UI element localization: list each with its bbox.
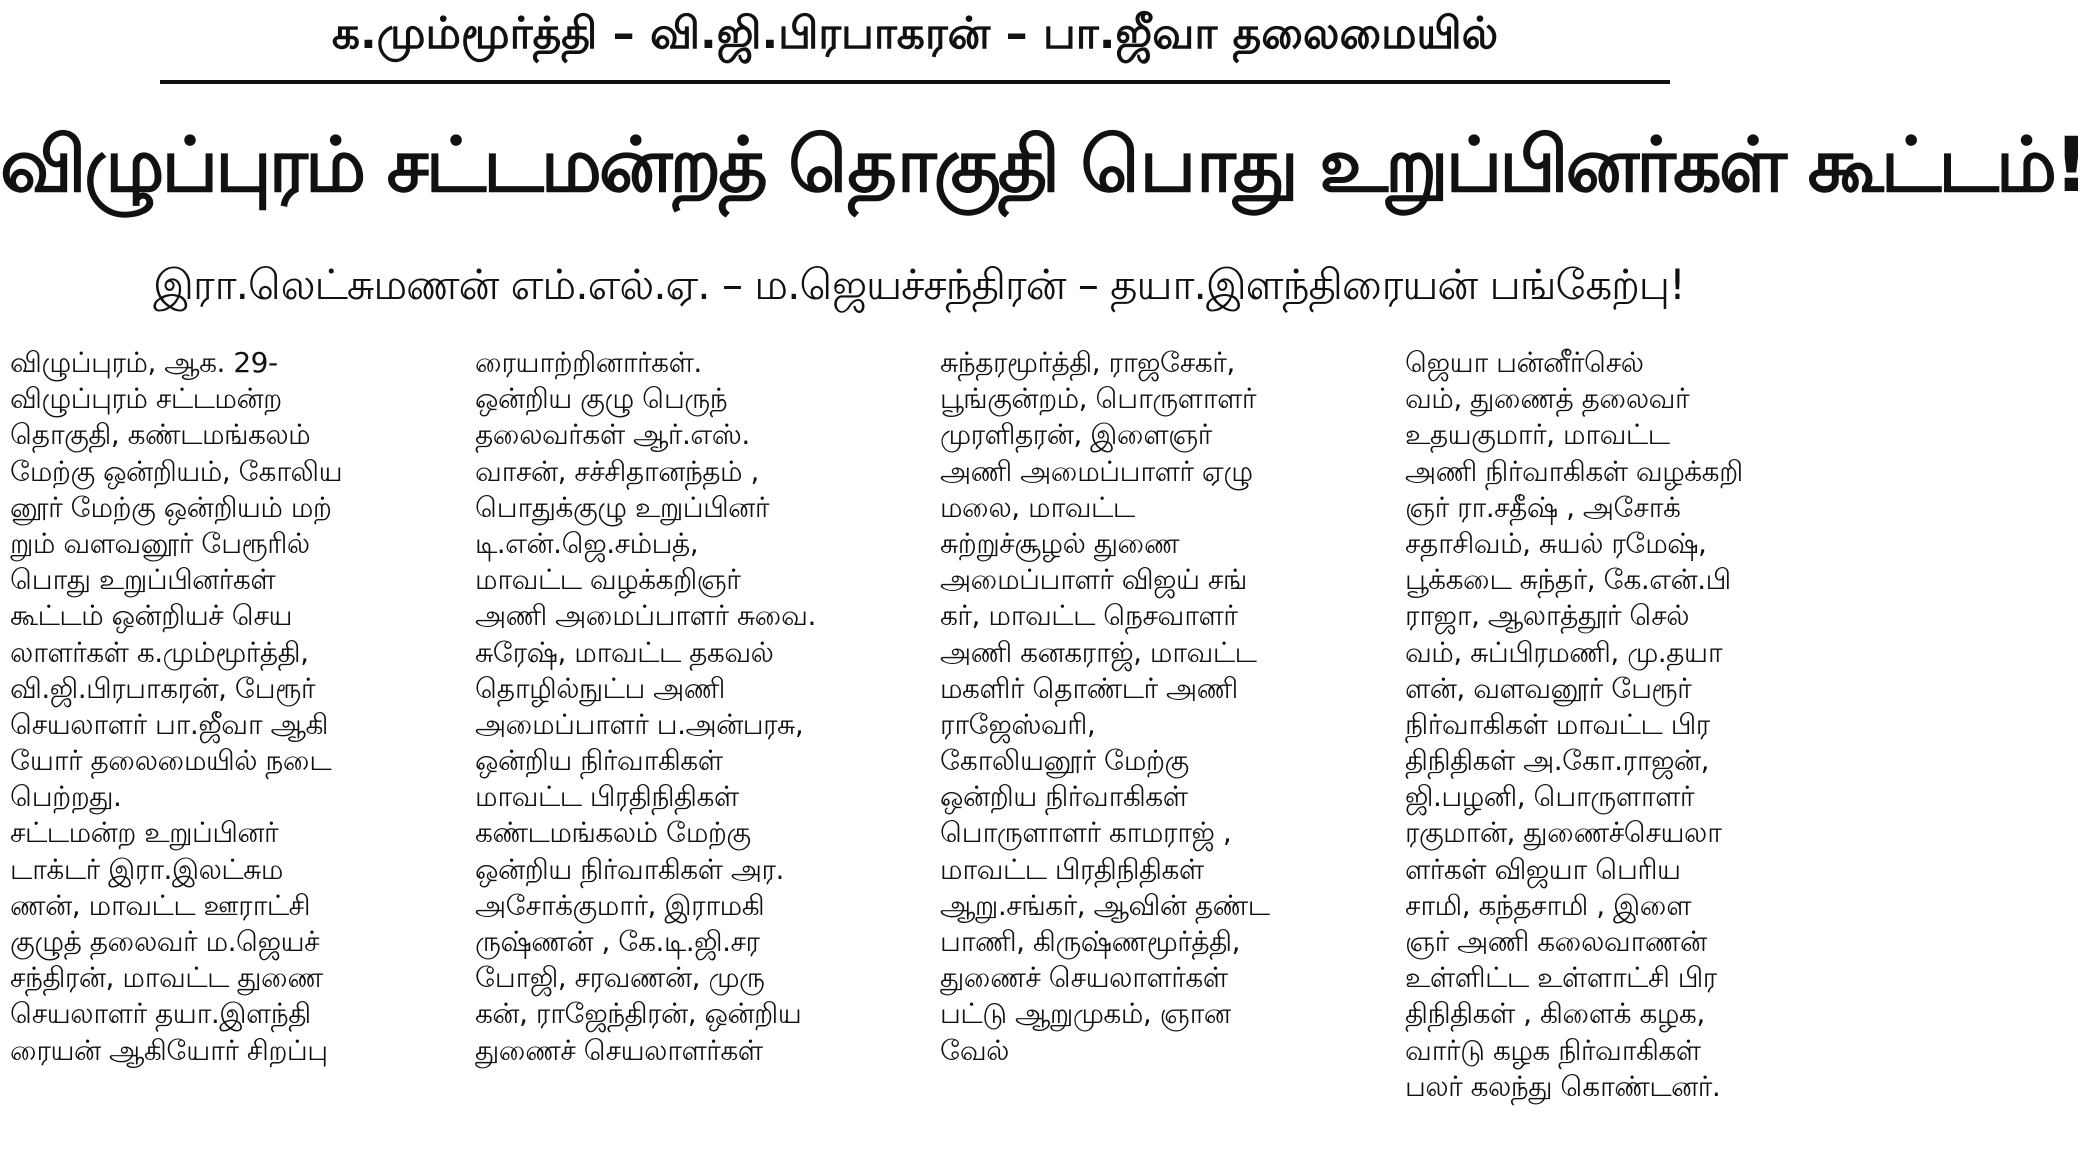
article-text-line: கண்டமங்கலம் மேற்கு bbox=[475, 816, 751, 850]
article-text-line: ளன், வளவனூர் பேரூர் bbox=[1405, 671, 1692, 705]
article-text-line: வம், துணைத் தலைவர் bbox=[1405, 382, 1690, 416]
article-text-line: யோர் தலைமையில் நடை bbox=[10, 744, 332, 778]
article-text-line: மேற்கு ஒன்றியம், கோலிய bbox=[10, 454, 343, 488]
article-text-line: முரளிதரன், இளைஞர் bbox=[940, 418, 1212, 452]
article-text-line: பலர் கலந்து கொண்டனர். bbox=[1405, 1069, 1721, 1103]
article-text-line: கன், ராஜேந்திரன், ஒன்றிய bbox=[475, 997, 802, 1031]
article-text-line: வாசன், சச்சிதானந்தம் , bbox=[475, 454, 759, 488]
article-text-line: ஆறு.சங்கர், ஆவின் தண்ட bbox=[940, 888, 1270, 922]
article-text-line: அணி அமைப்பாளர் சுவை. bbox=[475, 599, 816, 633]
article-text-line: சந்திரன், மாவட்ட துணை bbox=[10, 961, 323, 995]
article-text-line: சாமி, கந்தசாமி , இளை bbox=[1405, 888, 1692, 922]
article-text-line: நிர்வாகிகள் மாவட்ட பிர bbox=[1405, 707, 1710, 741]
article-text-line: வேல் bbox=[940, 1033, 1009, 1067]
article-text-line: துணைச் செயலாளர்கள் bbox=[475, 1033, 763, 1067]
article-text-line: சட்டமன்ற உறுப்பினர் bbox=[10, 816, 279, 850]
article-text-line: னூர் மேற்கு ஒன்றியம் மற் bbox=[10, 490, 332, 524]
article-text-line: சதாசிவம், சுயல் ரமேஷ், bbox=[1405, 526, 1707, 560]
article-text-line: அணி கனகராஜ், மாவட்ட bbox=[940, 635, 1257, 669]
article-text-line: திநிதிகள் அ.கோ.ராஜன், bbox=[1405, 744, 1709, 778]
article-text-line: ராஜேஸ்வரி, bbox=[940, 707, 1096, 741]
article-text-line: அணி நிர்வாகிகள் வழக்கறி bbox=[1405, 454, 1743, 488]
article-text-line: ஞர் ரா.சதீஷ் , அசோக் bbox=[1405, 490, 1681, 524]
article-text-line: பூங்குன்றம், பொருளாளர் bbox=[940, 382, 1256, 416]
article-text-line: சுந்தரமூர்த்தி, ராஜசேகர், bbox=[940, 346, 1235, 379]
article-text-line: விழுப்புரம் சட்டமன்ற bbox=[10, 382, 282, 416]
article-text-line: தலைவர்கள் ஆர்.எஸ். bbox=[475, 418, 750, 452]
article-text-line: சுரேஷ், மாவட்ட தகவல் bbox=[475, 635, 774, 669]
article-text-line: ரகுமான், துணைச்செயலா bbox=[1405, 816, 1722, 850]
article-text-line: அணி அமைப்பாளர் ஏழு bbox=[940, 454, 1253, 488]
article-text-line: உதயகுமார், மாவட்ட bbox=[1405, 418, 1670, 452]
article-text-line: பாணி, கிருஷ்ணமூர்த்தி, bbox=[940, 925, 1240, 958]
article-text-line: றும் வளவனூர் பேரூரில் bbox=[10, 526, 310, 560]
article-text-line: வம், சுப்பிரமணி, மு.தயா bbox=[1405, 635, 1723, 669]
article-text-line: ரையன் ஆகியோர் சிறப்பு bbox=[10, 1033, 328, 1067]
article-text-line: ஒன்றிய நிர்வாகிகள் bbox=[475, 744, 723, 778]
column-4 bbox=[1405, 345, 1845, 1145]
article-text-line: வி.ஜி.பிரபாகரன், பேரூர் bbox=[10, 671, 316, 705]
article-text-line: போஜி, சரவணன், முரு bbox=[475, 961, 765, 995]
subheadline: இரா.லெட்சுமணன் எம்.எல்.ஏ. – ம.ஜெயச்சந்திரன் – தயா.இளந்திரையன் பங்கேற்பு! bbox=[153, 260, 1685, 309]
article-text-line: ஞர் அணி கலைவாணன் bbox=[1405, 925, 1707, 958]
article-text-line: ஜி.பழனி, பொருளாளர் bbox=[1405, 780, 1695, 814]
kicker-underline bbox=[160, 80, 1670, 84]
article-text-line: அசோக்குமார், இராமகி bbox=[475, 888, 765, 922]
article-columns bbox=[10, 345, 1830, 1145]
article-text-line: செயலாளர் பா.ஜீவா ஆகி bbox=[10, 707, 328, 741]
article-text-line: அமைப்பாளர் ப.அன்பரசு, bbox=[475, 707, 804, 741]
article-text-line: டி.என்.ஜெ.சம்பத், bbox=[475, 526, 699, 560]
article-text-line: லாளர்கள் க.மும்மூர்த்தி, bbox=[10, 635, 309, 669]
article-text-line: கோலியனூர் மேற்கு bbox=[940, 744, 1189, 778]
article-text-line: ஜெயா பன்னீர்செல் bbox=[1405, 346, 1644, 379]
article-text-line: ராஜா, ஆலாத்தூர் செல் bbox=[1405, 599, 1689, 633]
article-text-line: மாவட்ட பிரதிநிதிகள் bbox=[475, 780, 739, 814]
article-text-line: மகளிர் தொண்டர் அணி bbox=[940, 671, 1238, 705]
article-text-line: பொருளாளர் காமராஜ் , bbox=[940, 816, 1232, 850]
article-text-line: கர், மாவட்ட நெசவாளர் bbox=[940, 599, 1238, 633]
article-text-line: பூக்கடை சுந்தர், கே.என்.பி bbox=[1405, 563, 1731, 597]
article-text-line: ஒன்றிய குழு பெருந் bbox=[475, 382, 728, 416]
article-text-line: ரையாற்றினார்கள். bbox=[475, 346, 702, 379]
article-text-line: ஒன்றிய நிர்வாகிகள் அர. bbox=[475, 852, 784, 886]
article-text-line: திநிதிகள் , கிளைக் கழக, bbox=[1405, 997, 1705, 1031]
article-text-line: மாவட்ட பிரதிநிதிகள் bbox=[940, 852, 1204, 886]
article-text-line: வார்டு கழக நிர்வாகிகள் bbox=[1405, 1033, 1701, 1067]
article-text-line: தொழில்நுட்ப அணி bbox=[475, 671, 725, 705]
article-text-line: பொதுக்குழு உறுப்பினர் bbox=[475, 490, 769, 524]
kicker-line: க.மும்மூர்த்தி – வி.ஜி.பிரபாகரன் – பா.ஜீவா தலைமையில் bbox=[331, 8, 1499, 59]
article-text-line: சுற்றுச்சூழல் துணை bbox=[940, 526, 1180, 560]
article-text-line: கூட்டம் ஒன்றியச் செய bbox=[10, 599, 293, 633]
article-text-line: மாவட்ட வழக்கறிஞர் bbox=[475, 563, 741, 597]
article-text-line: தொகுதி, கண்டமங்கலம் bbox=[10, 418, 311, 452]
article-text-line: ணன், மாவட்ட ஊராட்சி bbox=[10, 888, 311, 922]
article-text-line: பொது உறுப்பினர்கள் bbox=[10, 563, 276, 597]
headline: விழுப்புரம் சட்டமன்றத் தொகுதி பொது உறுப்பினர்கள் கூட்டம்! bbox=[0, 120, 2086, 209]
column-3 bbox=[940, 345, 1380, 1145]
article-text-line: துணைச் செயலாளர்கள் bbox=[940, 961, 1228, 995]
column-2 bbox=[475, 345, 915, 1145]
article-text-line: விழுப்புரம், ஆக. 29- bbox=[10, 346, 278, 379]
article-text-line: ஒன்றிய நிர்வாகிகள் bbox=[940, 780, 1188, 814]
article-text-line: ளர்கள் விஜயா பெரிய bbox=[1405, 852, 1681, 886]
article-text-line: மலை, மாவட்ட bbox=[940, 490, 1135, 524]
article-text-line: அமைப்பாளர் விஜய் சங் bbox=[940, 563, 1247, 597]
article-text-line: டாக்டர் இரா.இலட்சும bbox=[10, 852, 283, 886]
column-1 bbox=[10, 345, 450, 1145]
article-text-line: பட்டு ஆறுமுகம், ஞான bbox=[940, 997, 1231, 1031]
article-text-line: செயலாளர் தயா.இளந்தி bbox=[10, 997, 311, 1031]
article-text-line: உள்ளிட்ட உள்ளாட்சி பிர bbox=[1405, 961, 1717, 995]
article-text-line: குழுத் தலைவர் ம.ஜெயச் bbox=[10, 925, 320, 958]
article-text-line: பெற்றது. bbox=[10, 780, 122, 814]
article-text-line: ருஷ்ணன் , கே.டி.ஜி.சர bbox=[475, 925, 760, 958]
